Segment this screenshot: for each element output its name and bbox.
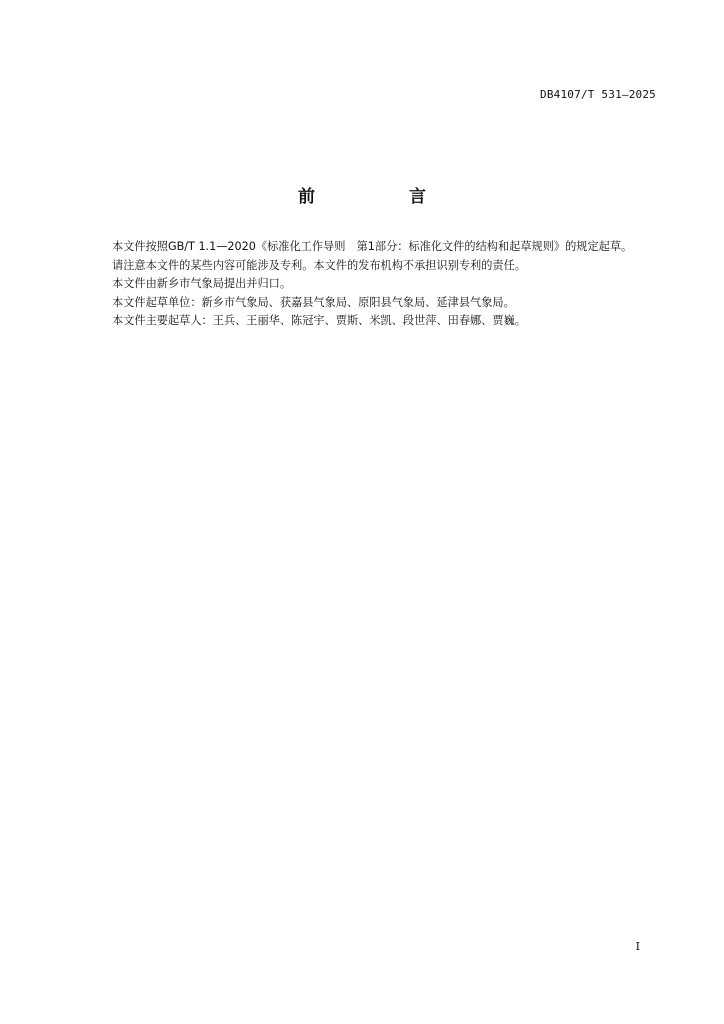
paragraph-drafting-units: 本文件起草单位：新乡市气象局、获嘉县气象局、原阳县气象局、延津县气象局。 bbox=[112, 295, 515, 309]
page-number: I bbox=[635, 940, 640, 953]
document-code: DB4107/T 531—2025 bbox=[540, 88, 656, 101]
paragraph-drafting-rules: 本文件按照GB/T 1.1—2020《标准化工作导则 第1部分：标准化文件的结构和起草规则》的规定起草。 bbox=[112, 240, 633, 253]
foreword-body bbox=[88, 238, 658, 331]
page-title: 前 言 bbox=[298, 187, 470, 207]
paragraph-drafters: 本文件主要起草人：王兵、王丽华、陈冠宇、贾斯、米凯、段世萍、田春娜、贾巍。 bbox=[112, 314, 526, 327]
paragraph-proposer: 本文件由新乡市气象局提出并归口。 bbox=[112, 277, 292, 290]
paragraph-patent-notice: 请注意本文件的某些内容可能涉及专利。本文件的发布机构不承担识别专利的责任。 bbox=[112, 258, 526, 272]
